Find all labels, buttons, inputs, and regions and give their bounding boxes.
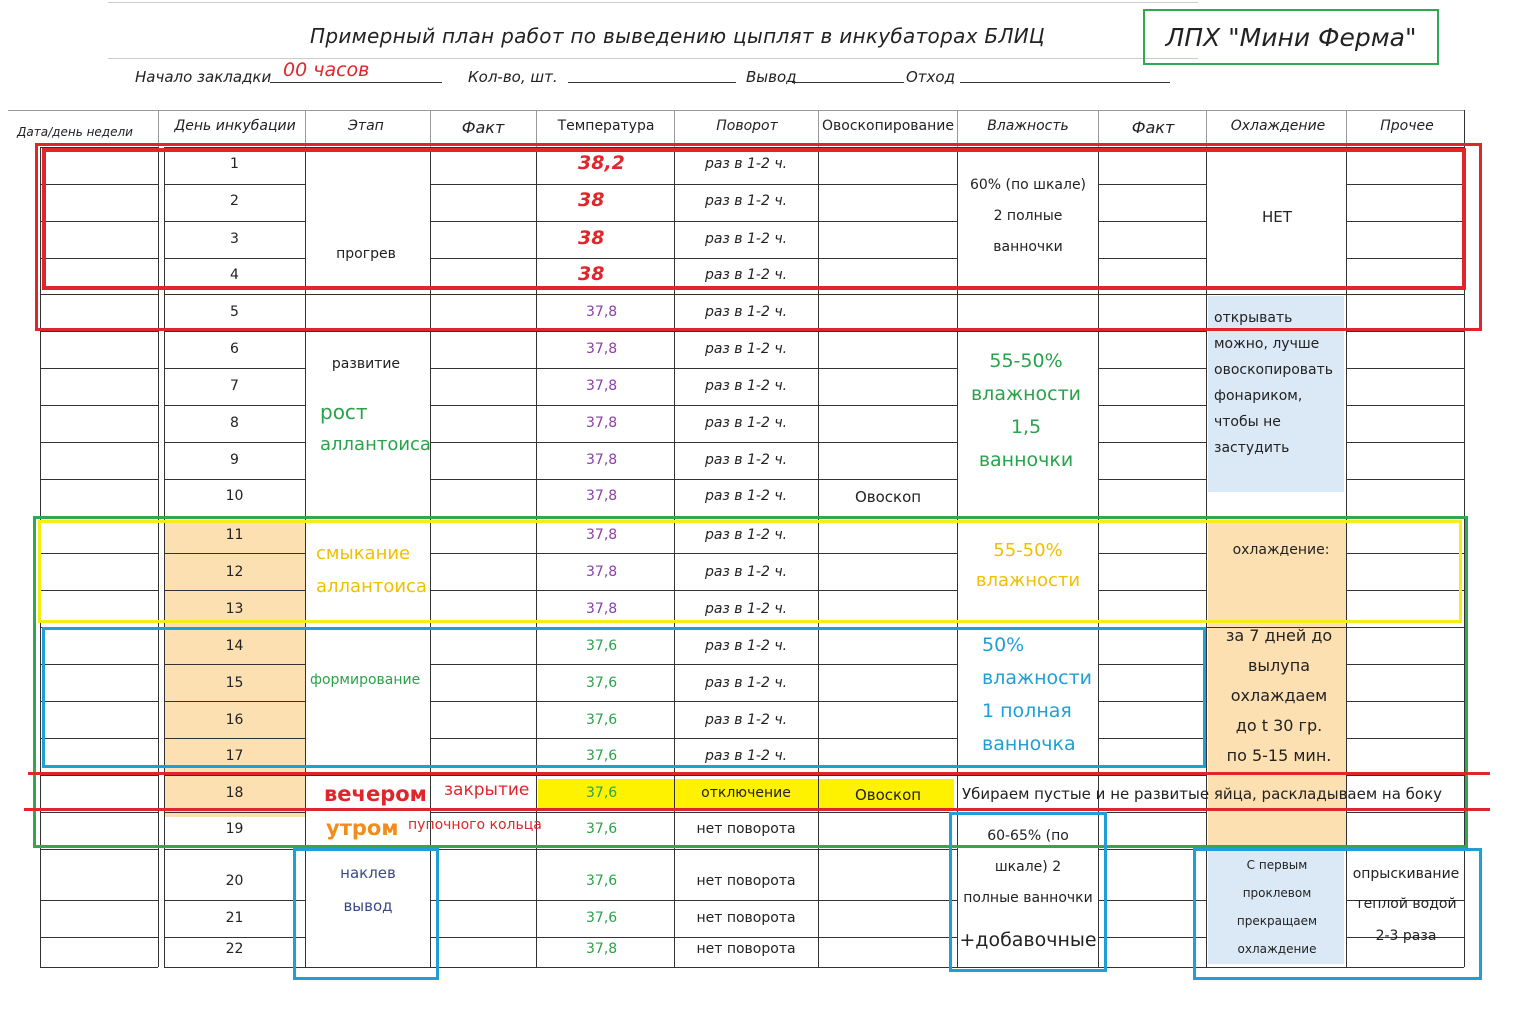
header-stage: Этап: [348, 118, 384, 134]
day-number: 4: [230, 267, 239, 283]
turn-value: раз в 1-2 ч.: [704, 341, 788, 357]
grid-hline: [674, 849, 818, 850]
other-line3: 2-3 раза: [1375, 928, 1437, 944]
header-vline: [305, 110, 306, 147]
temperature-value: 37,8: [586, 564, 618, 580]
stage-warmup: прогрев: [336, 246, 396, 262]
grid-hline: [164, 442, 305, 443]
block-hline: [957, 331, 1098, 332]
grid-hline: [430, 331, 536, 332]
stage-growth-1: рост: [320, 400, 368, 424]
waste-label: Отход: [906, 68, 955, 86]
grid-hline: [40, 937, 158, 938]
grid-hline: [164, 849, 305, 850]
blue-box-forming: [42, 627, 1206, 768]
header-temperature: Температура: [557, 118, 655, 134]
grid-hline: [430, 368, 536, 369]
cooling-stop-1: С первым: [1246, 858, 1308, 872]
grid-hline: [40, 479, 158, 480]
cooling-plan-3: охлаждаем: [1230, 686, 1328, 705]
temperature-value: 37,8: [586, 304, 618, 320]
humidity-1-line2: 2 полные: [993, 208, 1063, 224]
stage-closure-1: смыкание: [316, 543, 411, 564]
header-vline: [1206, 110, 1207, 147]
temperature-value: 38: [578, 263, 605, 285]
humidity-2-line4: ванночки: [978, 449, 1074, 471]
stage-evening: вечером: [324, 782, 427, 806]
grid-hline: [40, 331, 158, 332]
stage-morning: утром: [326, 816, 399, 840]
turn-value: раз в 1-2 ч.: [704, 267, 788, 283]
header-vline: [536, 110, 537, 147]
red-box-outer: [35, 143, 1482, 331]
turn-value: раз в 1-2 ч.: [704, 193, 788, 209]
cooling-none: НЕТ: [1262, 208, 1292, 226]
grid-hline: [164, 900, 305, 901]
humidity-5-line3: полные ванночки: [963, 890, 1093, 906]
grid-hline: [674, 442, 818, 443]
temperature-value: 38: [578, 189, 605, 211]
day-number: 15: [225, 675, 244, 691]
row18-note: Убираем пустые и не развитые яйца, раскладываем на боку: [962, 785, 1443, 803]
grid-hline: [674, 479, 818, 480]
cooling-stop-2: проклевом: [1242, 886, 1312, 900]
turn-value: нет поворота: [696, 910, 796, 926]
grid-hline: [818, 331, 957, 332]
temperature-value: 37,8: [586, 415, 618, 431]
grid-hline: [1098, 405, 1206, 406]
grid-hline: [674, 368, 818, 369]
header-cooling: Охлаждение: [1230, 118, 1326, 134]
cooling-label: охлаждение:: [1232, 542, 1330, 558]
brand-box: ЛПХ "Мини Ферма": [1143, 9, 1439, 65]
day-number: 11: [225, 527, 244, 543]
cooling-stop-3: прекращаем: [1236, 914, 1318, 928]
temperature-value: 37,6: [586, 910, 618, 926]
humidity-2-line1: 55-50%: [989, 350, 1063, 372]
header-vline: [158, 110, 159, 147]
output-label: Вывод: [746, 68, 797, 86]
header-fact-1: Факт: [461, 118, 505, 137]
grid-hline: [1346, 479, 1464, 480]
other-line1: опрыскивание: [1352, 866, 1460, 882]
day-number: 10: [225, 488, 244, 504]
humidity-4-line4: ванночка: [982, 733, 1076, 755]
cooling-note-6: застудить: [1214, 440, 1290, 456]
grid-hline: [536, 967, 674, 968]
header-day: День инкубации: [174, 118, 296, 134]
humidity-2-line3: 1,5: [1010, 416, 1042, 438]
grid-hline: [536, 479, 674, 480]
stage-growth-2: аллантоиса: [320, 434, 431, 455]
grid-hline: [164, 331, 305, 332]
day-number: 2: [230, 193, 239, 209]
humidity-4-line2: влажности: [982, 667, 1093, 689]
header-humidity: Влажность: [987, 118, 1069, 134]
grid-hline: [40, 368, 158, 369]
turn-value: раз в 1-2 ч.: [704, 527, 788, 543]
grid-hline: [1346, 368, 1464, 369]
grid-hline: [536, 937, 674, 938]
temperature-value: 37,6: [586, 748, 618, 764]
header-top-line: [8, 110, 1464, 111]
turn-value: раз в 1-2 ч.: [704, 748, 788, 764]
day-number: 21: [225, 910, 244, 926]
grid-hline: [674, 405, 818, 406]
temperature-value: 37,8: [586, 601, 618, 617]
header-vline: [818, 110, 819, 147]
cooling-note-1: открывать: [1214, 310, 1293, 326]
header-fact-2: Факт: [1131, 118, 1175, 137]
stage-closing-1: закрытие: [444, 780, 530, 800]
grid-hline: [1098, 331, 1206, 332]
header-date: Дата/день недели: [17, 125, 133, 139]
day-number: 5: [230, 304, 239, 320]
humidity-5-line4: +добавочные: [959, 929, 1097, 951]
grid-hline: [164, 368, 305, 369]
cooling-plan-5: по 5-15 мин.: [1226, 746, 1332, 765]
day-number: 7: [230, 378, 239, 394]
stage-development: развитие: [331, 356, 401, 372]
grid-hline: [430, 937, 536, 938]
day-number: 13: [225, 601, 244, 617]
start-label: Начало закладки: [135, 68, 272, 86]
turn-value: раз в 1-2 ч.: [704, 304, 788, 320]
grid-hline: [536, 900, 674, 901]
day-number: 9: [230, 452, 239, 468]
grid-hline: [674, 331, 818, 332]
day-number: 18: [225, 785, 244, 801]
grid-hline: [818, 900, 957, 901]
grid-hline: [164, 405, 305, 406]
header-turn: Поворот: [716, 118, 778, 134]
grid-hline: [164, 937, 305, 938]
day-number: 8: [230, 415, 239, 431]
grid-hline: [674, 967, 818, 968]
header-candling: Овоскопирование: [822, 118, 954, 134]
candling-day18: Овоскоп: [854, 786, 922, 804]
candling-day10: Овоскоп: [854, 488, 922, 506]
qty-underline: [568, 82, 736, 83]
cooling-note-5: чтобы не: [1214, 414, 1281, 430]
turn-value: раз в 1-2 ч.: [704, 638, 788, 654]
temperature-value: 37,6: [586, 873, 618, 889]
grid-hline: [1346, 331, 1464, 332]
cooling-note-3: овоскопировать: [1214, 362, 1334, 378]
temperature-value: 37,8: [586, 341, 618, 357]
blue-box-hatch: [293, 848, 439, 980]
red-line-bottom: [24, 808, 1490, 811]
stage-closing-2: пупочного кольца: [408, 817, 542, 833]
red-line-top: [28, 772, 1490, 775]
turn-value: раз в 1-2 ч.: [704, 231, 788, 247]
grid-hline: [1098, 442, 1206, 443]
grid-hline: [430, 405, 536, 406]
grid-hline: [674, 900, 818, 901]
stage-forming: формирование: [310, 672, 421, 688]
cooling-stop-4: охлаждение: [1237, 942, 1317, 956]
grid-hline: [430, 479, 536, 480]
grid-hline: [1098, 368, 1206, 369]
temperature-value: 37,6: [586, 821, 618, 837]
grid-hline: [536, 331, 674, 332]
grid-hline: [1098, 900, 1206, 901]
humidity-4-line1: 50%: [982, 634, 1025, 656]
turn-value: раз в 1-2 ч.: [704, 675, 788, 691]
grid-hline: [40, 405, 158, 406]
grid-hline: [674, 937, 818, 938]
grid-hline: [40, 967, 158, 968]
day-number: 16: [225, 712, 244, 728]
grid-hline: [818, 405, 957, 406]
temperature-value: 37,8: [586, 378, 618, 394]
cooling-plan-2: вылупа: [1247, 656, 1311, 675]
grid-hline: [164, 479, 305, 480]
humidity-1-line3: ванночки: [993, 239, 1063, 255]
turn-value: раз в 1-2 ч.: [704, 712, 788, 728]
grid-hline: [1346, 442, 1464, 443]
stage-peck: наклев: [340, 864, 396, 882]
header-other: Прочее: [1380, 118, 1434, 134]
header-vline: [674, 110, 675, 147]
header-vline: [1098, 110, 1099, 147]
humidity-1-line1: 60% (по шкале): [969, 177, 1087, 193]
grid-hline: [536, 849, 674, 850]
grid-hline: [164, 967, 305, 968]
grid-hline: [536, 368, 674, 369]
grid-hline: [818, 368, 957, 369]
day-number: 17: [225, 748, 244, 764]
turn-value: раз в 1-2 ч.: [704, 601, 788, 617]
humidity-5-line2: шкале) 2: [994, 859, 1062, 875]
grid-hline: [430, 442, 536, 443]
cooling-plan-1: за 7 дней до: [1225, 626, 1333, 645]
header-vline: [957, 110, 958, 147]
grid-hline: [818, 479, 957, 480]
day-number: 12: [225, 564, 244, 580]
day-number: 22: [225, 941, 244, 957]
grid-hline: [40, 849, 158, 850]
temperature-value: 38,2: [578, 152, 625, 174]
cooling-note-2: можно, лучше: [1214, 336, 1320, 352]
other-line2: теплой водой: [1355, 896, 1457, 912]
turn-value: раз в 1-2 ч.: [704, 415, 788, 431]
day-number: 3: [230, 231, 239, 247]
humidity-4-line3: 1 полная: [982, 700, 1072, 722]
grid-hline: [1098, 937, 1206, 938]
turn-value: раз в 1-2 ч.: [704, 378, 788, 394]
stage-closure-2: аллантоиса: [316, 576, 427, 597]
grid-hline: [40, 442, 158, 443]
turn-value: раз в 1-2 ч.: [704, 156, 788, 172]
grid-hline: [818, 937, 957, 938]
block-hline: [305, 331, 430, 332]
turn-value: нет поворота: [696, 941, 796, 957]
grid-hline: [1346, 405, 1464, 406]
page-title: Примерный план работ по выведению цыплят в инкубаторах БЛИЦ: [310, 24, 1045, 48]
temperature-value: 38: [578, 227, 605, 249]
temperature-value: 37,8: [586, 527, 618, 543]
header-vline: [1346, 110, 1347, 147]
yellow-box: [38, 520, 1462, 623]
grid-hline: [430, 900, 536, 901]
temperature-value: 37,6: [586, 785, 618, 801]
temperature-value: 37,8: [586, 488, 618, 504]
temperature-value: 37,6: [586, 712, 618, 728]
humidity-3-line2: влажности: [975, 570, 1081, 591]
humidity-5-line1: 60-65% (по: [987, 828, 1069, 844]
turn-value: раз в 1-2 ч.: [704, 488, 788, 504]
blue-box-cooling: [1193, 848, 1482, 980]
temperature-value: 37,6: [586, 675, 618, 691]
humidity-2-line2: влажности: [970, 383, 1081, 405]
day-number: 20: [225, 873, 244, 889]
temperature-value: 37,8: [586, 452, 618, 468]
grid-hline: [1098, 967, 1206, 968]
start-underline: [270, 82, 442, 83]
qty-label: Кол-во, шт.: [468, 68, 558, 86]
turn-value: нет поворота: [696, 821, 796, 837]
blue-box-humidity: [949, 812, 1107, 972]
grid-hline: [1098, 479, 1206, 480]
temperature-value: 37,8: [586, 941, 618, 957]
cooling-plan-4: до t 30 гр.: [1235, 716, 1323, 735]
day-number: 14: [225, 638, 244, 654]
day-number: 1: [230, 156, 239, 172]
turn-value: раз в 1-2 ч.: [704, 564, 788, 580]
grid-hline: [818, 442, 957, 443]
grid-hline: [1098, 849, 1206, 850]
grid-hline: [818, 849, 957, 850]
header-vline: [430, 110, 431, 147]
humidity-3-line1: 55-50%: [993, 540, 1063, 561]
grid-hline: [818, 967, 957, 968]
waste-underline: [960, 82, 1170, 83]
turn-value: нет поворота: [696, 873, 796, 889]
grid-hline: [430, 849, 536, 850]
day-number: 19: [225, 821, 244, 837]
turn-value: отключение: [701, 785, 791, 801]
cooling-note-4: фонариком,: [1214, 388, 1303, 404]
grid-hline: [430, 967, 536, 968]
output-underline: [792, 82, 904, 83]
day-number: 6: [230, 341, 239, 357]
grid-hline: [536, 405, 674, 406]
turn-value: раз в 1-2 ч.: [704, 452, 788, 468]
grid-hline: [40, 900, 158, 901]
grid-hline: [536, 442, 674, 443]
start-value: 00 часов: [283, 59, 370, 81]
temperature-value: 37,6: [586, 638, 618, 654]
stage-hatch: вывод: [343, 897, 393, 915]
